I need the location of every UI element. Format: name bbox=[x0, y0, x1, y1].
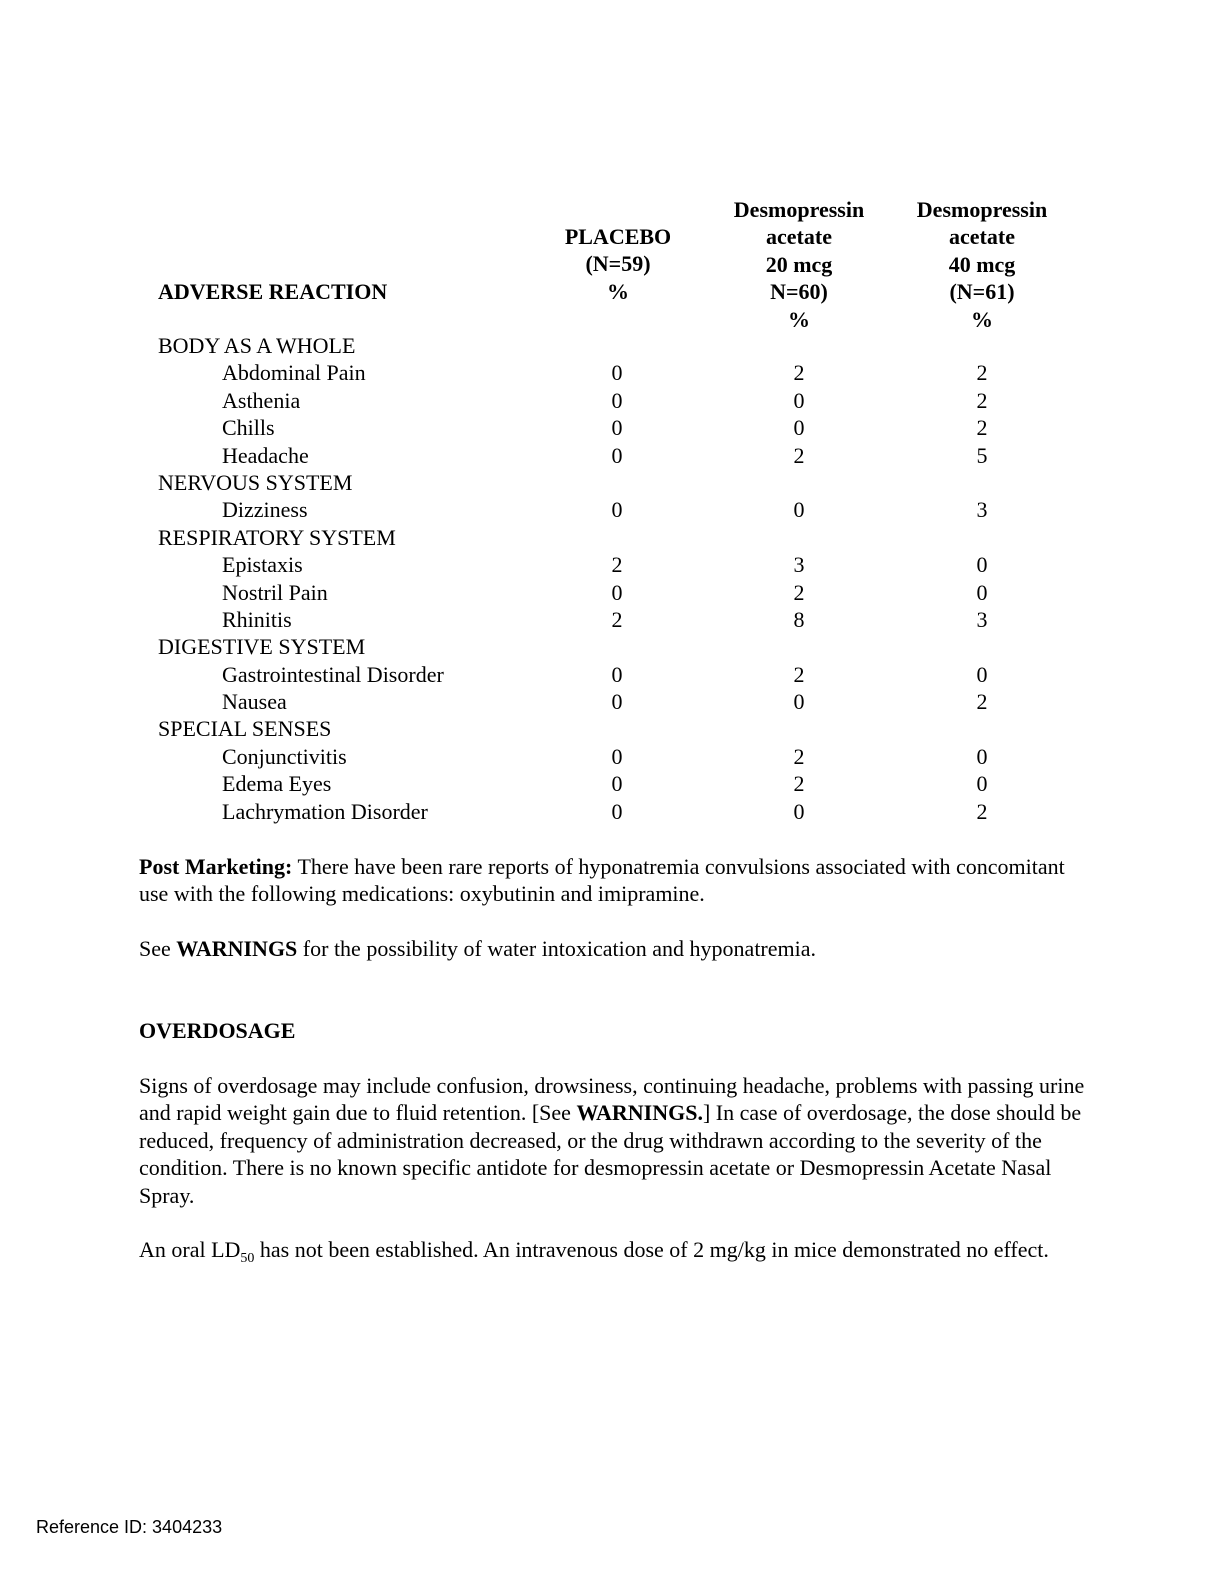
placebo-value: 0 bbox=[611, 415, 623, 441]
placebo-value: 0 bbox=[611, 497, 623, 523]
adverse-reaction-table bbox=[0, 332, 1224, 825]
reaction-label: Asthenia bbox=[222, 387, 301, 413]
placebo-value: 0 bbox=[611, 579, 623, 605]
ld50-text-after: has not been established. An intravenous dose of 2 mg/kg in mice demonstrated no effect. bbox=[254, 1237, 1049, 1262]
post-marketing-paragraph bbox=[139, 853, 1099, 908]
placebo-value: 0 bbox=[611, 771, 623, 797]
desmopressin-40mcg-column-header bbox=[887, 196, 1077, 333]
table-row bbox=[0, 387, 1224, 414]
reaction-label: Gastrointestinal Disorder bbox=[222, 661, 444, 687]
placebo-value: 0 bbox=[611, 743, 623, 769]
table-row bbox=[0, 661, 1224, 688]
desmo40-value: 3 bbox=[976, 606, 988, 632]
category-label: RESPIRATORY SYSTEM bbox=[158, 524, 396, 550]
table-row bbox=[0, 551, 1224, 578]
reaction-label: Headache bbox=[222, 442, 309, 468]
desmo20-value: 2 bbox=[793, 661, 805, 687]
desmo40-value: 0 bbox=[976, 771, 988, 797]
placebo-value: 0 bbox=[611, 798, 623, 824]
placebo-value: 2 bbox=[611, 606, 623, 632]
desmo40-value: 0 bbox=[976, 552, 988, 578]
desmo20-value: 0 bbox=[793, 798, 805, 824]
desmo20-value: 2 bbox=[793, 771, 805, 797]
desmo40-value: 2 bbox=[976, 415, 988, 441]
desmo40-value: 3 bbox=[976, 497, 988, 523]
table-row bbox=[0, 798, 1224, 825]
ld50-paragraph bbox=[139, 1236, 1099, 1267]
table-row bbox=[0, 770, 1224, 797]
desmo40-value: 2 bbox=[976, 689, 988, 715]
reaction-label: Nausea bbox=[222, 689, 287, 715]
desmo20-value: 2 bbox=[793, 442, 805, 468]
desmo40-value: 2 bbox=[976, 360, 988, 386]
placebo-header-line: (N=59) bbox=[585, 251, 651, 277]
table-row bbox=[0, 496, 1224, 523]
desmo40-value: 0 bbox=[976, 743, 988, 769]
desmo20-value: 8 bbox=[793, 606, 805, 632]
desmo40-header-line: acetate bbox=[949, 224, 1015, 250]
table-row bbox=[0, 414, 1224, 441]
reaction-label: Nostril Pain bbox=[222, 579, 328, 605]
post-marketing-label: Post Marketing: bbox=[139, 854, 293, 879]
reaction-label: Edema Eyes bbox=[222, 771, 332, 797]
placebo-value: 2 bbox=[611, 552, 623, 578]
placebo-column-header bbox=[540, 223, 696, 305]
table-row bbox=[0, 442, 1224, 469]
desmo40-header-line: % bbox=[971, 306, 993, 332]
placebo-value: 0 bbox=[611, 442, 623, 468]
reaction-label: Epistaxis bbox=[222, 552, 303, 578]
overdosage-text-after: ] In case of overdosage, the dose should be reduced, frequency of administration decreased, or the drug withdrawn according to the severity of the condition. There is no known specific antidote for desmopressin acetate or Desmopressin Acetate Nasal Spray. bbox=[139, 1100, 1082, 1208]
category-row bbox=[0, 524, 1224, 551]
see-warnings-before: See bbox=[139, 936, 177, 961]
placebo-header-line: PLACEBO bbox=[564, 224, 672, 249]
reaction-label: Conjunctivitis bbox=[222, 743, 347, 769]
desmo20-value: 0 bbox=[793, 415, 805, 441]
desmo40-value: 0 bbox=[976, 579, 988, 605]
category-row bbox=[0, 715, 1224, 742]
desmo40-value: 2 bbox=[976, 798, 988, 824]
desmo20-header-line: Desmopressin bbox=[733, 197, 865, 222]
desmo20-value: 0 bbox=[793, 387, 805, 413]
overdosage-heading: OVERDOSAGE bbox=[139, 1018, 296, 1043]
ld50-text-before: An oral LD bbox=[139, 1237, 241, 1262]
table-row bbox=[0, 606, 1224, 633]
reference-id-footer: Reference ID: 3404233 bbox=[36, 1517, 223, 1537]
table-row bbox=[0, 743, 1224, 770]
overdosage-warnings-reference: WARNINGS. bbox=[576, 1100, 703, 1126]
see-warnings-after: for the possibility of water intoxication and hyponatremia. bbox=[297, 936, 817, 961]
category-label: DIGESTIVE SYSTEM bbox=[158, 634, 366, 660]
reaction-label: Lachrymation Disorder bbox=[222, 798, 428, 824]
desmo40-header-line: 40 mcg bbox=[948, 251, 1016, 277]
desmo20-header-line: % bbox=[788, 306, 810, 332]
desmo20-value: 2 bbox=[793, 360, 805, 386]
desmopressin-20mcg-column-header bbox=[705, 196, 893, 333]
reaction-label: Chills bbox=[222, 415, 275, 441]
category-row bbox=[0, 332, 1224, 359]
desmo20-value: 2 bbox=[793, 579, 805, 605]
see-warnings-paragraph bbox=[139, 935, 1099, 962]
placebo-value: 0 bbox=[611, 387, 623, 413]
desmo40-value: 5 bbox=[976, 442, 988, 468]
warnings-reference: WARNINGS bbox=[176, 936, 298, 961]
overdosage-paragraph bbox=[139, 1072, 1099, 1209]
desmo40-header-line: Desmopressin bbox=[916, 197, 1048, 222]
table-row bbox=[0, 579, 1224, 606]
table-row bbox=[0, 688, 1224, 715]
table-row bbox=[0, 359, 1224, 386]
post-marketing-text: There have been rare reports of hyponatremia convulsions associated with concomitant use with the following medications: oxybutinin and imipramine. bbox=[139, 854, 1065, 907]
ld50-subscript: 50 bbox=[240, 1251, 255, 1266]
desmo20-value: 2 bbox=[793, 743, 805, 769]
desmo40-header-line: (N=61) bbox=[949, 279, 1015, 305]
category-label: BODY AS A WHOLE bbox=[158, 333, 356, 358]
reaction-label: Abdominal Pain bbox=[222, 360, 366, 386]
category-label: NERVOUS SYSTEM bbox=[158, 469, 353, 495]
placebo-value: 0 bbox=[611, 661, 623, 687]
desmo20-value: 3 bbox=[793, 552, 805, 578]
category-row bbox=[0, 469, 1224, 496]
desmo40-value: 0 bbox=[976, 661, 988, 687]
placebo-header-line: % bbox=[607, 278, 629, 304]
placebo-value: 0 bbox=[611, 689, 623, 715]
desmo20-value: 0 bbox=[793, 497, 805, 523]
desmo20-value: 0 bbox=[793, 689, 805, 715]
adverse-reaction-column-header: ADVERSE REACTION bbox=[158, 279, 388, 304]
desmo20-header-line: N=60) bbox=[770, 279, 828, 305]
desmo20-header-line: acetate bbox=[766, 224, 832, 250]
reaction-label: Rhinitis bbox=[222, 606, 292, 632]
desmo20-header-line: 20 mcg bbox=[765, 251, 833, 277]
overdosage-text-before: Signs of overdosage may include confusion, drowsiness, continuing headache, problems with passing urine and rapid weight gain due to fluid retention. [See bbox=[139, 1073, 1085, 1126]
category-row bbox=[0, 633, 1224, 660]
reaction-label: Dizziness bbox=[222, 497, 308, 523]
placebo-value: 0 bbox=[611, 360, 623, 386]
category-label: SPECIAL SENSES bbox=[158, 716, 332, 742]
desmo40-value: 2 bbox=[976, 387, 988, 413]
